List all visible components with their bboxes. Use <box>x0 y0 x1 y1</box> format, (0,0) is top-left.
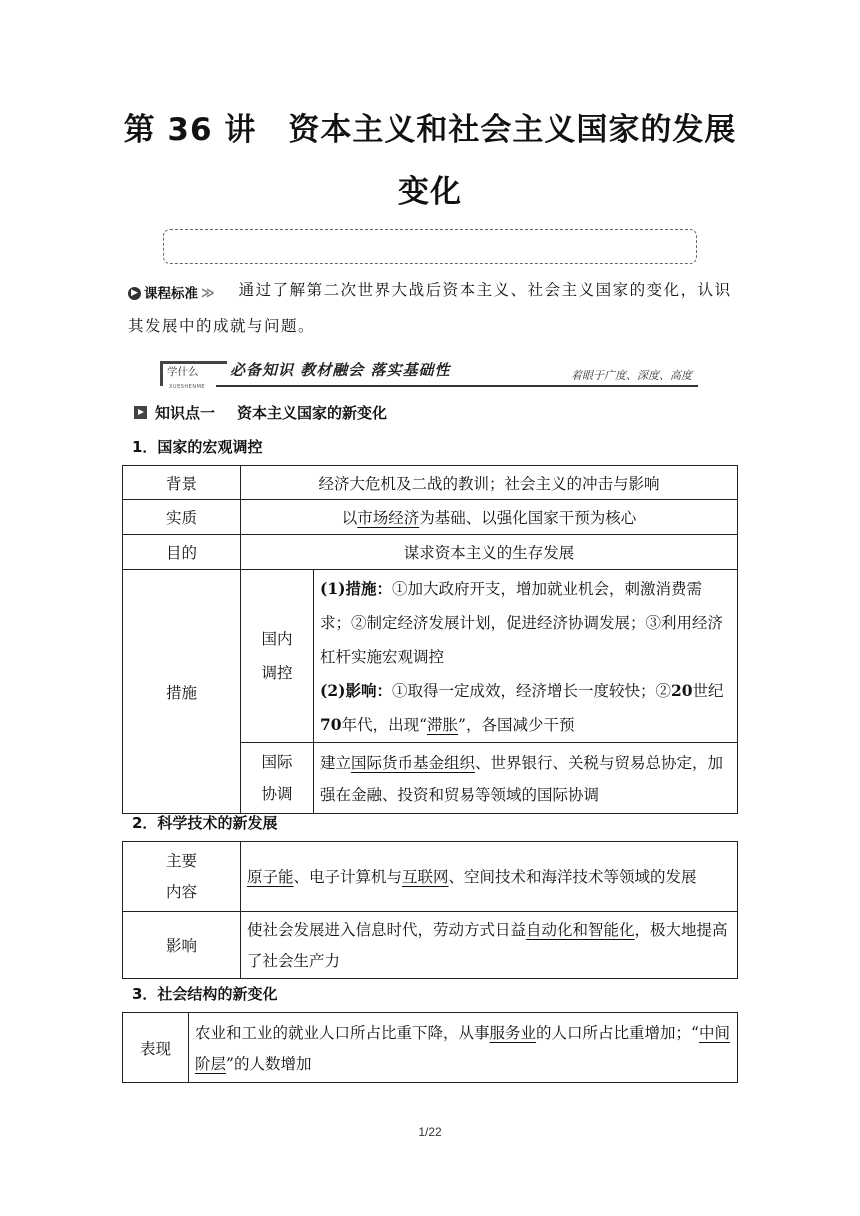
table-row <box>123 466 738 500</box>
knowledge-point-title: 资本主义国家的新变化 <box>237 404 388 422</box>
row-label-mudi: 目的 <box>123 535 241 570</box>
domestic-label: 国内 调控 <box>241 570 314 743</box>
performance-value: 农业和工业的就业人口所占比重下降，从事服务业的人口所占比重增加；“中间阶层”的人数增加 <box>189 1013 738 1083</box>
badge-label: 课程标准 <box>144 285 198 302</box>
play-triangle-icon <box>134 406 147 419</box>
course-standard <box>128 274 740 342</box>
row-label-shizhi: 实质 <box>123 500 241 535</box>
table-row <box>123 500 738 535</box>
science-table <box>122 841 738 979</box>
knowledge-point-label: 知识点一 <box>155 404 216 422</box>
macro-control-table <box>122 465 738 814</box>
impact-label: 影响 <box>123 912 241 979</box>
row-value-shizhi: 以市场经济为基础、以强化国家干预为核心 <box>241 500 738 535</box>
row-label-cuoshi: 措施 <box>123 570 241 814</box>
social-structure-table <box>122 1012 738 1083</box>
arrow-circle-icon: ▶ <box>128 287 141 300</box>
domestic-content: (1)措施：①加大政府开支，增加就业机会，刺激消费需求；②制定经济发展计划，促进经济协调发展；③利用经济杠杆实施宏观调控 (2)影响：①取得一定成效，经济增长一度较快；②20世纪70年代，出现“滞胀”，各国减少干预 <box>314 570 738 743</box>
row-value-mudi: 谋求资本主义的生存发展 <box>241 535 738 570</box>
intl-label: 国际 协调 <box>241 743 314 814</box>
performance-label: 表现 <box>123 1013 189 1083</box>
chevron-right-icon: ≫ <box>201 285 215 301</box>
logo-text: 学什么 <box>167 366 199 378</box>
table-row <box>123 570 738 743</box>
page-title-line2: 变化 <box>398 174 462 210</box>
row-label-beijing: 背景 <box>123 466 241 500</box>
banner-subtitle: 着眼于广度、深度、高度 <box>571 369 692 382</box>
section3-heading: 3．社会结构的新变化 <box>132 985 278 1003</box>
section1-heading: 1．国家的宏观调控 <box>132 438 263 456</box>
course-standard-text: 通过了解第二次世界大战后资本主义、社会主义国家的变化，认识其发展中的成就与问题。 <box>128 281 732 335</box>
knowledge-point-heading <box>134 402 387 423</box>
page-title-line1: 第 36 讲 资本主义和社会主义国家的发展 <box>123 112 737 148</box>
course-standard-badge <box>128 278 215 310</box>
banner-underline <box>216 385 698 387</box>
content-label: 主要 内容 <box>123 842 241 912</box>
logo-subtext: XUESHENME <box>169 384 206 390</box>
table-row <box>123 535 738 570</box>
content-value: 原子能、电子计算机与互联网、空间技术和海洋技术等领域的发展 <box>241 842 738 912</box>
table-row <box>123 1013 738 1083</box>
section2-heading: 2．科学技术的新发展 <box>132 814 278 832</box>
xueshenme-logo <box>160 361 227 390</box>
dashed-box <box>163 229 697 264</box>
intl-content: 建立国际货币基金组织、世界银行、关税与贸易总协定，加强在金融、投资和贸易等领域的国际协调 <box>314 743 738 814</box>
row-value-beijing: 经济大危机及二战的教训；社会主义的冲击与影响 <box>241 466 738 500</box>
page-number: 1/22 <box>418 1125 442 1139</box>
table-row <box>123 842 738 912</box>
impact-value: 使社会发展进入信息时代，劳动方式日益自动化和智能化，极大地提高了社会生产力 <box>241 912 738 979</box>
table-row <box>123 912 738 979</box>
banner-title: 必备知识 教材融会 落实基础性 <box>230 361 451 379</box>
section-banner <box>158 357 698 390</box>
